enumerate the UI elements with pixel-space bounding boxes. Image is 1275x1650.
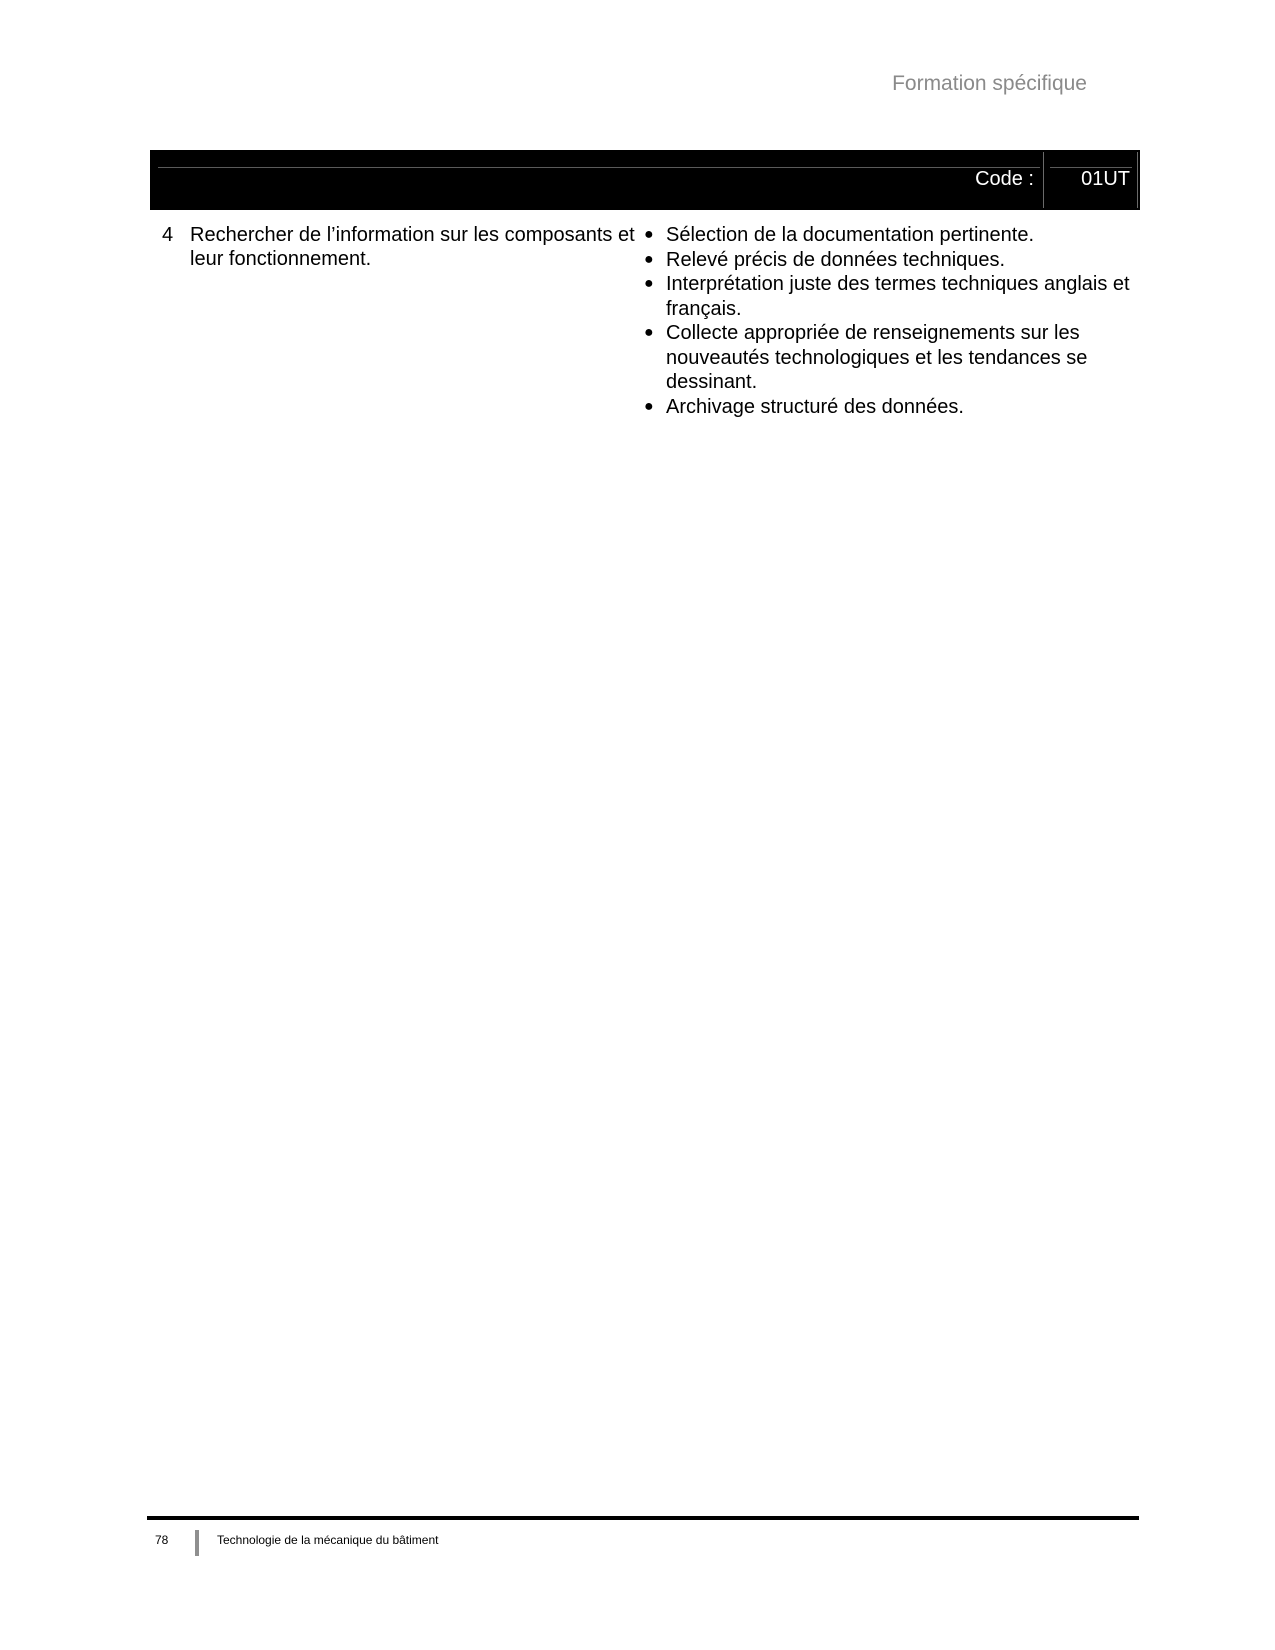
running-header: Formation spécifique <box>892 72 1087 95</box>
document-title: Technologie de la mécanique du bâtiment <box>217 1533 439 1547</box>
element-description: Rechercher de l’information sur les composants et leur fonctionnement. <box>190 224 635 270</box>
header-rule-left <box>158 167 1040 168</box>
criterion-text: Archivage structuré des données. <box>666 395 964 418</box>
element-number: 4 <box>162 224 174 246</box>
header-edge-line <box>1137 152 1138 208</box>
bullet-icon: ● <box>644 397 654 415</box>
bullet-icon: ● <box>644 250 654 268</box>
criterion-text: Relevé précis de données techniques. <box>666 248 1006 271</box>
bullet-icon: ● <box>644 275 654 292</box>
list-item <box>640 395 1140 420</box>
bullet-icon: ● <box>644 226 654 243</box>
bullet-icon: ● <box>644 324 654 341</box>
page-number: 78 <box>155 1533 169 1547</box>
performance-criteria-list <box>640 223 1140 419</box>
list-item <box>640 248 1140 273</box>
criterion-text: Interprétation juste des termes techniques anglais et français. <box>666 273 1130 320</box>
list-item <box>640 272 1140 321</box>
header-cell-divider <box>1043 152 1044 208</box>
criterion-text: Sélection de la documentation pertinente. <box>666 224 1035 246</box>
criterion-text: Collecte appropriée de renseignements sur les nouveautés technologiques et les tendances se dessinant. <box>666 322 1088 393</box>
footer-divider-bar <box>195 1530 199 1556</box>
list-item <box>640 223 1140 248</box>
code-label: Code : <box>975 168 1034 190</box>
code-value: 01UT <box>1081 168 1130 190</box>
code-header-bar <box>150 150 1140 210</box>
list-item <box>640 321 1140 395</box>
footer-rule <box>147 1516 1139 1520</box>
